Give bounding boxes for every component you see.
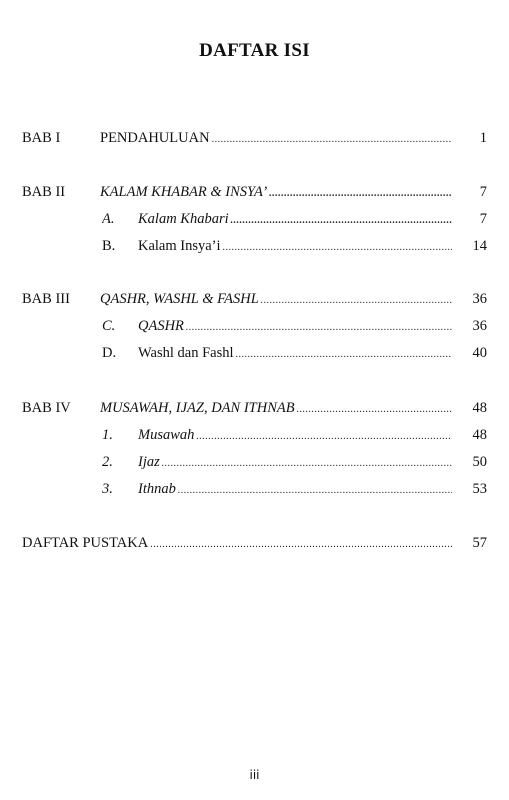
- dot-leader: [221, 238, 452, 258]
- item-title: Kalam Khabari: [138, 211, 229, 227]
- dot-leader: [148, 535, 452, 555]
- dot-leader: [160, 454, 452, 474]
- chapter-label: BAB II: [22, 184, 66, 200]
- page-ref: 40: [472, 345, 487, 361]
- toc-item-row[interactable]: [0, 343, 509, 363]
- toc-item-row[interactable]: [0, 316, 509, 336]
- toc-entry: [100, 128, 452, 150]
- toc-entry: [102, 425, 452, 447]
- page-number: iii: [249, 768, 260, 782]
- chapter-title: PENDAHULUAN: [100, 130, 210, 146]
- item-title: Ithnab: [138, 481, 176, 497]
- toc-entry: [22, 533, 452, 555]
- dot-leader: [184, 318, 452, 338]
- toc-item-row[interactable]: [0, 479, 509, 499]
- chapter-title: QASHR, WASHL & FASHL: [100, 291, 259, 307]
- item-title: QASHR: [138, 318, 184, 334]
- item-marker: D.: [102, 345, 117, 361]
- toc-entry: [100, 182, 452, 204]
- page-ref: 36: [472, 318, 487, 334]
- page-ref: 57: [472, 535, 487, 551]
- dot-leader: [229, 211, 452, 231]
- toc-entry: [102, 209, 452, 231]
- chapter-title: MUSAWAH, IJAZ, DAN ITHNAB: [100, 400, 295, 416]
- toc-chapter-row[interactable]: [0, 289, 509, 309]
- toc-entry: [102, 479, 452, 501]
- item-marker: 3.: [102, 481, 113, 497]
- item-marker: A.: [102, 211, 115, 227]
- item-marker: 1.: [102, 427, 113, 443]
- dot-leader: [194, 427, 452, 447]
- toc-item-row[interactable]: [0, 452, 509, 472]
- toc-entry: [102, 236, 452, 258]
- page-title: DAFTAR ISI: [199, 40, 310, 61]
- page-ref: 7: [479, 211, 487, 227]
- page-ref: 36: [472, 291, 487, 307]
- item-title: Ijaz: [138, 454, 160, 470]
- toc-chapter-row[interactable]: [0, 182, 509, 202]
- toc-item-row[interactable]: [0, 209, 509, 229]
- chapter-label: BAB I: [22, 130, 61, 146]
- page-ref: 50: [472, 454, 487, 470]
- page-ref: 48: [472, 427, 487, 443]
- toc-entry: [100, 289, 452, 311]
- item-title: Washl dan Fashl: [138, 345, 234, 361]
- item-marker: C.: [102, 318, 116, 334]
- toc-bibliography-row[interactable]: [0, 533, 509, 553]
- toc-entry: [102, 343, 452, 365]
- dot-leader: [295, 400, 452, 420]
- toc-item-row[interactable]: [0, 425, 509, 445]
- toc-entry: [102, 452, 452, 474]
- toc-chapter-row[interactable]: [0, 398, 509, 418]
- chapter-title: KALAM KHABAR & INSYA’: [100, 184, 268, 200]
- toc-item-row[interactable]: [0, 236, 509, 256]
- dot-leader: [210, 130, 452, 150]
- dot-leader: [234, 345, 453, 365]
- toc-entry: [100, 398, 452, 420]
- chapter-label: BAB III: [22, 291, 70, 307]
- item-title: Kalam Insya’i: [138, 238, 221, 254]
- page-ref: 53: [472, 481, 487, 497]
- dot-leader: [267, 184, 452, 204]
- item-marker: B.: [102, 238, 116, 254]
- page-ref: 1: [479, 130, 487, 146]
- toc-chapter-row[interactable]: [0, 128, 509, 148]
- page-ref: 14: [472, 238, 487, 254]
- bibliography-title: DAFTAR PUSTAKA: [22, 535, 149, 551]
- item-marker: 2.: [102, 454, 113, 470]
- item-title: Musawah: [138, 427, 195, 443]
- page-ref: 7: [479, 184, 487, 200]
- page-ref: 48: [472, 400, 487, 416]
- dot-leader: [176, 481, 452, 501]
- dot-leader: [259, 291, 452, 311]
- chapter-label: BAB IV: [22, 400, 71, 416]
- toc-entry: [102, 316, 452, 338]
